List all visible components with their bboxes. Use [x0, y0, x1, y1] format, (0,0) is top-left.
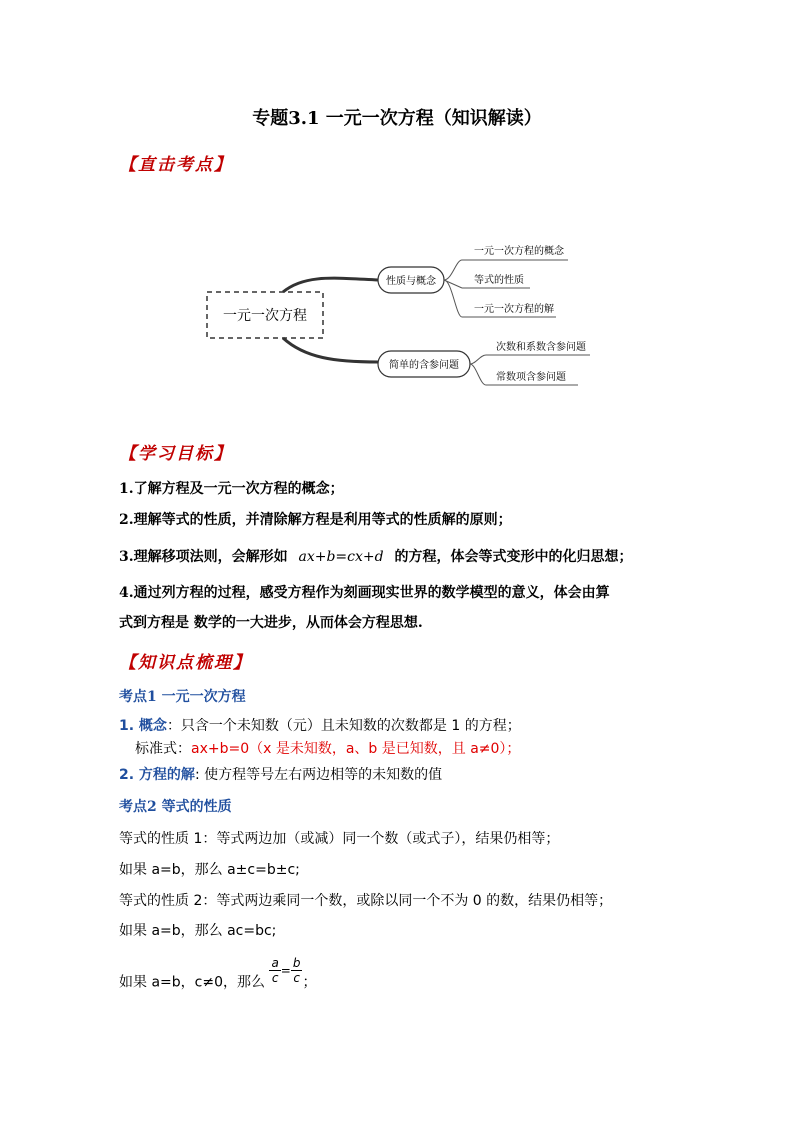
kp1-standard-text: ax+b=0（x 是未知数，a、b 是已知数，且 a≠0）；	[191, 741, 521, 757]
goal-1: 1.了解方程及一元一次方程的概念；	[119, 481, 344, 497]
branch2-link-1	[470, 355, 486, 364]
kp1-solution	[119, 764, 442, 784]
kp1-solution-label: 2. 方程的解	[119, 767, 195, 783]
kp2-line-5-suffix: ；	[302, 974, 317, 991]
mind-map-root: 一元一次方程	[223, 308, 307, 324]
kp2-line-5-prefix: 如果 a=b，c≠0，那么	[119, 974, 265, 991]
kp1-heading: 考点1 一元一次方程	[119, 689, 246, 705]
goal-4-line-2: 式到方程是 数学的一大进步，从而体会方程思想.	[119, 615, 423, 631]
branch1-label: 性质与概念	[386, 276, 436, 287]
branch1-item-3: 一元一次方程的解	[474, 304, 554, 315]
kp1-solution-text: : 使方程等号左右两边相等的未知数的值	[194, 767, 443, 783]
fraction-a-over-c	[269, 956, 280, 985]
kp1-concept-text: ：只含一个未知数（元）且未知数的次数都是 1 的方程；	[166, 718, 521, 734]
page-title: 专题3.1 一元一次方程（知识解读）	[252, 108, 542, 129]
kp2-heading: 考点2 等式的性质	[119, 799, 232, 815]
branch1-item-2: 等式的性质	[474, 275, 524, 286]
fraction-b-denominator: c	[293, 971, 300, 985]
fraction-b-over-c	[291, 956, 303, 985]
fraction-a-numerator: a	[271, 956, 279, 970]
fraction-a-denominator: c	[271, 971, 279, 985]
kp1-concept	[119, 715, 521, 735]
fraction-b-numerator: b	[292, 956, 301, 970]
branch1-link-1	[444, 260, 462, 280]
kp2-line-1: 等式的性质 1：等式两边加（或减）同一个数（或式子），结果仍相等；	[119, 831, 560, 847]
kp1-concept-label: 1. 概念	[119, 718, 167, 734]
goal-3	[119, 546, 632, 566]
section-knowledge: 【知识点梳理】	[119, 653, 252, 673]
goal-3-formula: ax+b=cx+d	[298, 549, 384, 565]
kp2-line-4: 如果 a=b，那么 ac=bc;	[119, 923, 277, 939]
branch2-label: 简单的含参问题	[389, 360, 459, 371]
branch1-link-3	[444, 280, 462, 317]
goal-4-line-1: 4.通过列方程的过程，感受方程作为刻画现实世界的数学模型的意义，体会由算	[119, 585, 610, 601]
branch2-item-2: 常数项含参问题	[496, 372, 566, 383]
branch2-item-1: 次数和系数含参问题	[496, 342, 586, 353]
mind-map	[200, 238, 600, 398]
goal-3-prefix: 3.理解移项法则，会解形如	[119, 549, 288, 565]
connector-branch1	[283, 278, 378, 292]
kp2-line-2: 如果 a=b，那么 a±c=b±c;	[119, 862, 300, 878]
section-exam-points: 【直击考点】	[119, 155, 233, 175]
connector-branch2	[283, 338, 378, 362]
goal-2: 2.理解等式的性质，并清除解方程是利用等式的性质解的原则；	[119, 512, 512, 528]
section-goals: 【学习目标】	[119, 444, 233, 464]
goal-3-suffix: 的方程，体会等式变形中的化归思想；	[394, 549, 633, 565]
kp1-standard	[135, 738, 520, 758]
branch2-link-2	[470, 364, 486, 385]
kp2-line-5	[119, 956, 316, 992]
kp2-line-3: 等式的性质 2：等式两边乘同一个数，或除以同一个不为 0 的数，结果仍相等；	[119, 893, 613, 909]
fraction-equals: =	[280, 963, 291, 978]
kp1-standard-label: 标准式：	[135, 741, 191, 757]
branch1-item-1: 一元一次方程的概念	[474, 246, 564, 257]
